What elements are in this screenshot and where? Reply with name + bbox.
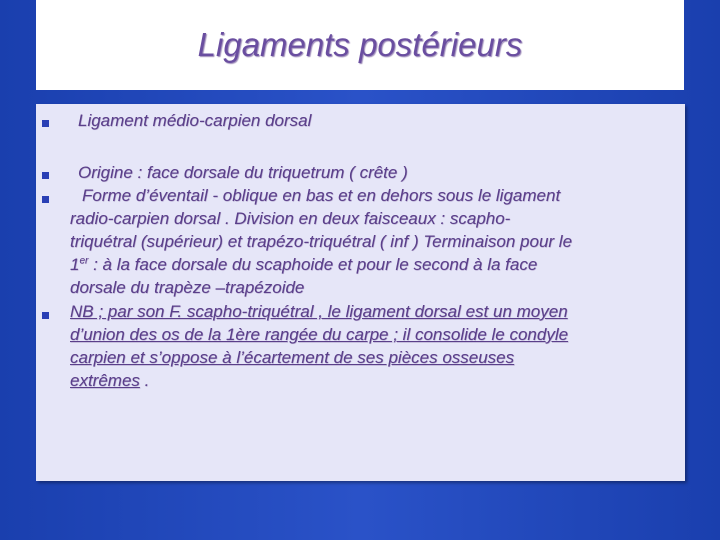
bullet-marker [42,312,49,319]
slide-title: Ligaments postérieurs [197,26,523,63]
ordinal-number: 1 [70,255,80,274]
bullet-4-line-1: NB ; par son F. scapho-triquétral , le ligament dorsal est un moyen [70,302,568,321]
bullet-3-line-3: triquétral (supérieur) et trapézo-triquétral ( inf ) Terminaison pour le [70,232,573,251]
bullet-marker [42,196,49,203]
bullet-3-line-2: radio-carpien dorsal . Division en deux faisceaux : scapho- [70,209,511,228]
ordinal-suffix: er [79,255,89,267]
bullet-4-line-4 [70,370,149,392]
bullet-marker [42,120,49,127]
bullet-4-period: . [139,371,150,390]
bullet-3-line-4 [70,254,537,276]
title-band [36,0,684,90]
bullet-4-line-2: d’union des os de la 1ère rangée du carpe ; il consolide le condyle [70,325,569,344]
bullet-3-line-4-rest: : à la face dorsale du scaphoide et pour le second à la face [88,255,538,274]
bullet-marker [42,172,49,179]
bullet-4-line-3: carpien et s’oppose à l’écartement de ses pièces osseuses [70,348,515,367]
bullet-2-text: Origine : face dorsale du triquetrum ( crête ) [78,163,408,182]
bullet-3-line-1: Forme d’éventail - oblique en bas et en dehors sous le ligament [82,186,561,205]
bullet-4-last-word: extrêmes [70,371,140,390]
bullet-1-text: Ligament médio-carpien dorsal [78,111,312,130]
content-box [36,104,685,481]
bullet-3-line-5: dorsale du trapèze –trapézoide [70,278,305,297]
